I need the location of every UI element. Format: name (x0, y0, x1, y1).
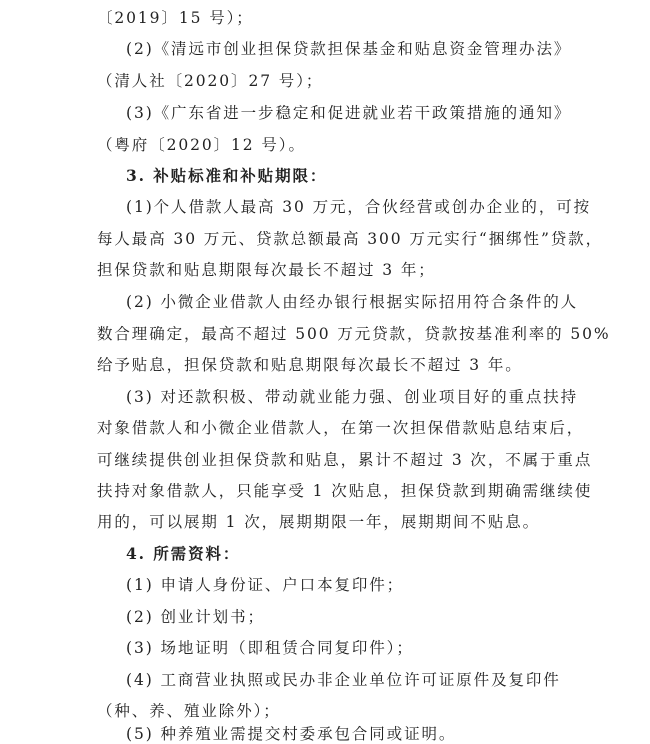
text-line: (4) 工商营业执照或民办非企业单位许可证原件及复印件 (126, 671, 561, 689)
text-line: (1) 申请人身份证、户口本复印件； (126, 576, 405, 594)
text-line: 用的，可以展期 1 次，展期期限一年，展期期间不贴息。 (97, 513, 541, 531)
text-line: 担保贷款和贴息期限每次最长不超过 3 年； (97, 261, 436, 279)
section-heading: 4. 所需资料： (126, 544, 241, 563)
text-line: 〔2019〕15 号）； (97, 9, 254, 27)
text-line: （种、养、殖业除外）； (97, 702, 281, 720)
text-line: 数合理确定，最高不超过 500 万元贷款，贷款按基准利率的 50% (97, 325, 611, 343)
section-heading: 3. 补贴标准和补贴期限： (126, 166, 328, 185)
text-line: (3) 场地证明（即租赁合同复印件）； (126, 639, 414, 657)
text-line: 对象借款人和小微企业借款人，在第一次担保借款贴息结束后， (97, 419, 585, 437)
text-line: （清人社〔2020〕27 号）； (97, 72, 324, 90)
text-line: (5) 种养殖业需提交村委承包合同或证明。 (126, 725, 457, 743)
text-line: 每人最高 30 万元、贷款总额最高 300 万元实行“捆绑性”贷款， (97, 230, 603, 248)
text-line: (2)《清远市创业担保贷款担保基金和贴息资金管理办法》 (126, 40, 572, 58)
text-line: 可继续提供创业担保贷款和贴息，累计不超过 3 次，不属于重点 (97, 451, 593, 469)
text-line: (1)个人借款人最高 30 万元，合伙经营或创办企业的，可按 (126, 198, 592, 216)
text-line: 扶持对象借款人，只能享受 1 次贴息，担保贷款到期确需继续使 (97, 482, 593, 500)
text-line: （粤府〔2020〕12 号）。 (97, 136, 306, 154)
text-line: (2) 小微企业借款人由经办银行根据实际招用符合条件的人 (126, 293, 579, 311)
text-line: 给予贴息，担保贷款和贴息期限每次最长不超过 3 年。 (97, 356, 523, 374)
text-line: (3)《广东省进一步稳定和促进就业若干政策措施的通知》 (126, 104, 572, 122)
text-line: (3) 对还款积极、带动就业能力强、创业项目好的重点扶持 (126, 388, 579, 406)
text-line: (2) 创业计划书； (126, 608, 265, 626)
